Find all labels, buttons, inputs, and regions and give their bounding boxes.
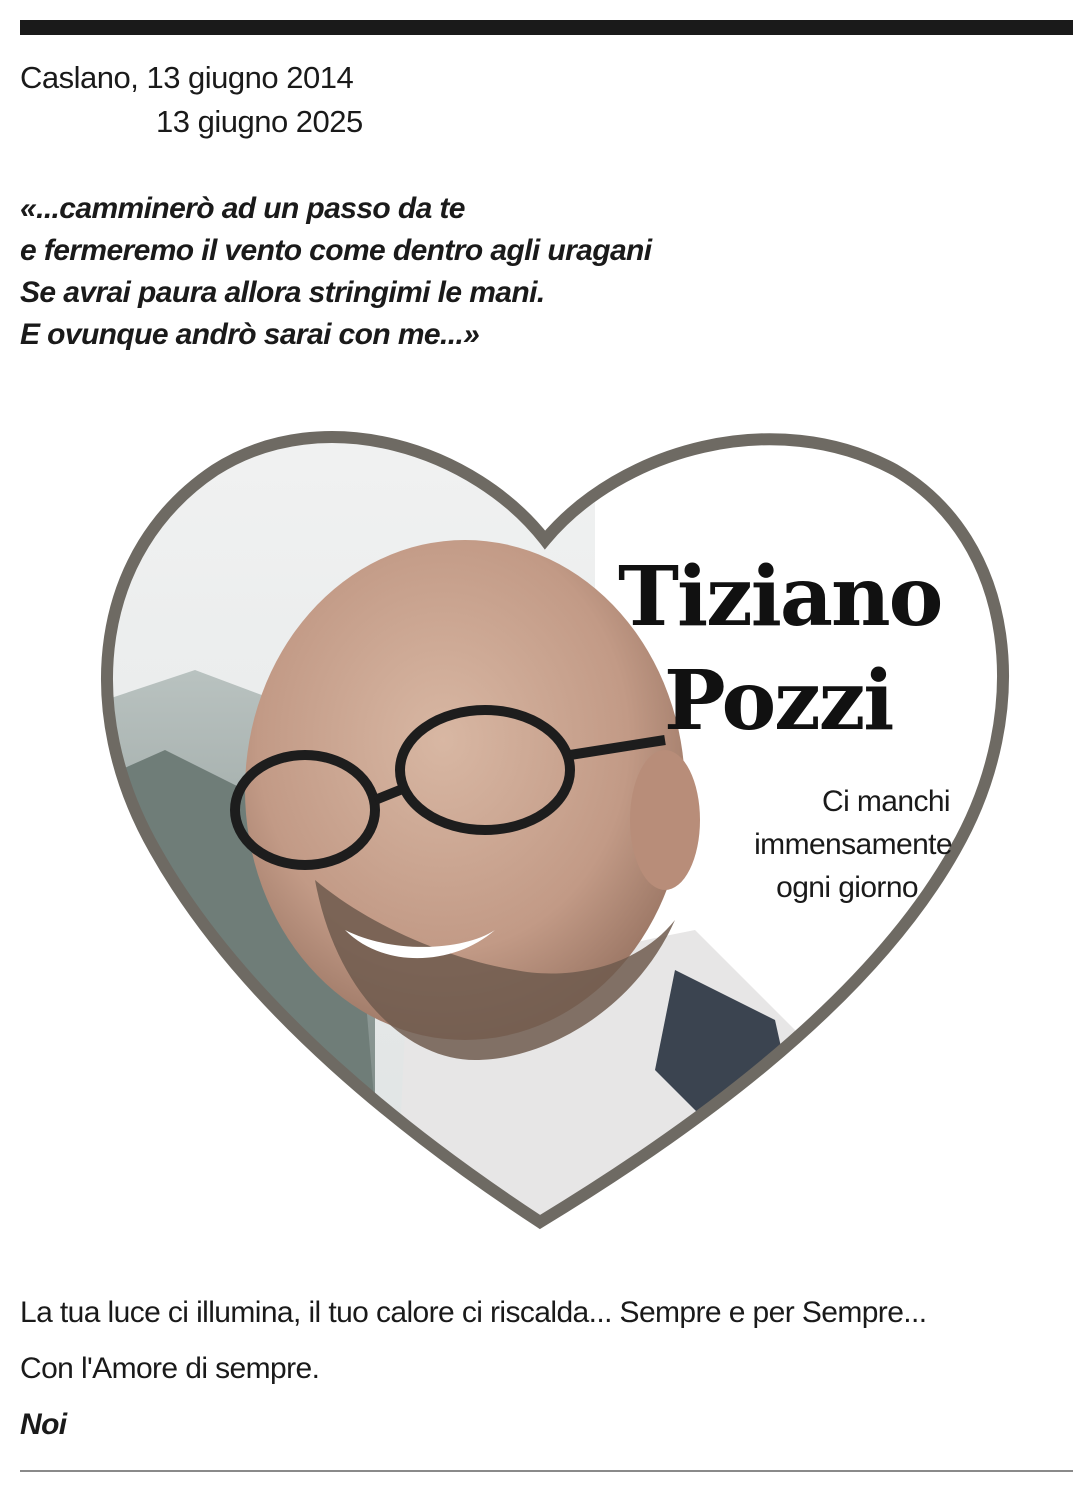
last-name: Pozzi — [664, 653, 893, 749]
closing-line: La tua luce ci illumina, il tuo calore ci riscalda... Sempre e per Sempre... — [20, 1296, 927, 1329]
quote-line: «...camminerò ad un passo da te — [20, 192, 465, 225]
tagline-line: immensamente — [754, 828, 952, 861]
date-block — [20, 56, 363, 144]
quote-line: E ovunque andrò sarai con me...» — [20, 318, 480, 351]
first-name: Tiziano — [618, 549, 942, 645]
person-name — [618, 545, 941, 753]
closing-line: Con l'Amore di sempre. — [20, 1352, 320, 1385]
place-date: Caslano, 13 giugno 2014 — [20, 60, 354, 95]
top-rule — [20, 20, 1073, 35]
bottom-rule — [20, 1470, 1073, 1472]
quote-line: Se avrai paura allora stringimi le mani. — [20, 276, 545, 309]
signature: Noi — [20, 1408, 67, 1441]
tagline — [754, 780, 950, 909]
tagline-line: Ci manchi — [822, 785, 950, 818]
tagline-line: ogni giorno — [776, 871, 918, 904]
anniversary-date: 13 giugno 2025 — [156, 104, 363, 139]
closing-message — [20, 1285, 927, 1453]
quote — [20, 188, 652, 356]
quote-line: e fermeremo il vento come dentro agli uragani — [20, 234, 652, 267]
